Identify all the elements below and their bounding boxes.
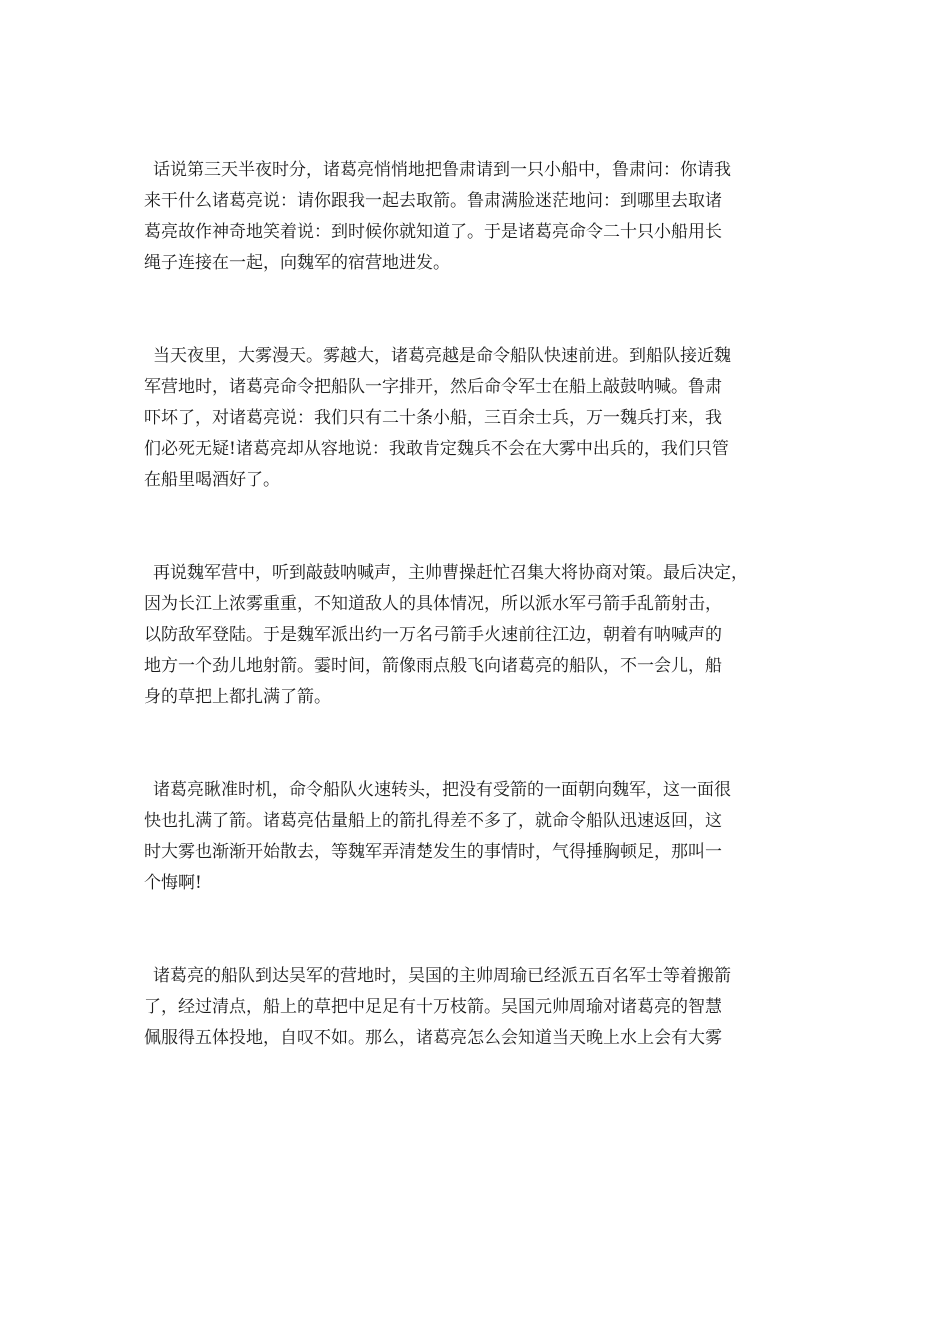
paragraph-1 [144,155,824,279]
paragraph-3 [144,558,824,713]
text-line: 葛亮故作神奇地笑着说：到时候你就知道了。于是诸葛亮命令二十只小船用长 [144,222,722,242]
text-line: 诸葛亮瞅准时机，命令船队火速转头，把没有受箭的一面朝向魏军，这一面很 [153,780,731,800]
text-line: 来干什么诸葛亮说：请你跟我一起去取箭。鲁肃满脸迷茫地问：到哪里去取诸 [144,191,722,211]
text-line: 诸葛亮的船队到达吴军的营地时，吴国的主帅周瑜已经派五百名军士等着搬箭 [153,966,731,986]
text-line: 们必死无疑!诸葛亮却从容地说：我敢肯定魏兵不会在大雾中出兵的，我们只管 [144,439,729,459]
text-line: 以防敌军登陆。于是魏军派出约一万名弓箭手火速前往江边，朝着有呐喊声的 [144,625,722,645]
paragraph-4 [144,775,824,899]
text-line: 话说第三天半夜时分，诸葛亮悄悄地把鲁肃请到一只小船中，鲁肃问：你请我 [153,160,731,180]
text-line: 再说魏军营中，听到敲鼓呐喊声，主帅曹操赶忙召集大将协商对策。最后决定， [153,563,748,583]
paragraph-spacer [144,713,824,775]
paragraph-2 [144,341,824,496]
paragraph-spacer [144,899,824,961]
text-line: 时大雾也渐渐开始散去，等魏军弄清楚发生的事情时，气得捶胸顿足，那叫一 [144,842,722,862]
text-line: 了，经过清点，船上的草把中足足有十万枝箭。吴国元帅周瑜对诸葛亮的智慧 [144,997,722,1017]
text-line: 当天夜里，大雾漫天。雾越大，诸葛亮越是命令船队快速前进。到船队接近魏 [153,346,731,366]
text-line: 在船里喝酒好了。 [144,470,280,490]
text-line: 绳子连接在一起，向魏军的宿营地进发。 [144,253,450,273]
text-line: 军营地时，诸葛亮命令把船队一字排开，然后命令军士在船上敲鼓呐喊。鲁肃 [144,377,722,397]
text-line: 快也扎满了箭。诸葛亮估量船上的箭扎得差不多了，就命令船队迅速返回，这 [144,811,722,831]
text-line: 身的草把上都扎满了箭。 [144,687,331,707]
text-line: 吓坏了，对诸葛亮说：我们只有二十条小船，三百余士兵，万一魏兵打来，我 [144,408,722,428]
paragraph-spacer [144,496,824,558]
paragraph-spacer [144,279,824,341]
text-line: 因为长江上浓雾重重，不知道敌人的具体情况，所以派水军弓箭手乱箭射击， [144,594,722,614]
text-line: 地方一个劲儿地射箭。霎时间，箭像雨点般飞向诸葛亮的船队，不一会儿，船 [144,656,722,676]
text-line: 个悔啊! [144,873,202,893]
paragraph-5 [144,961,824,1054]
document-body [144,155,824,1054]
text-line: 佩服得五体投地，自叹不如。那么，诸葛亮怎么会知道当天晚上水上会有大雾 [144,1028,722,1048]
